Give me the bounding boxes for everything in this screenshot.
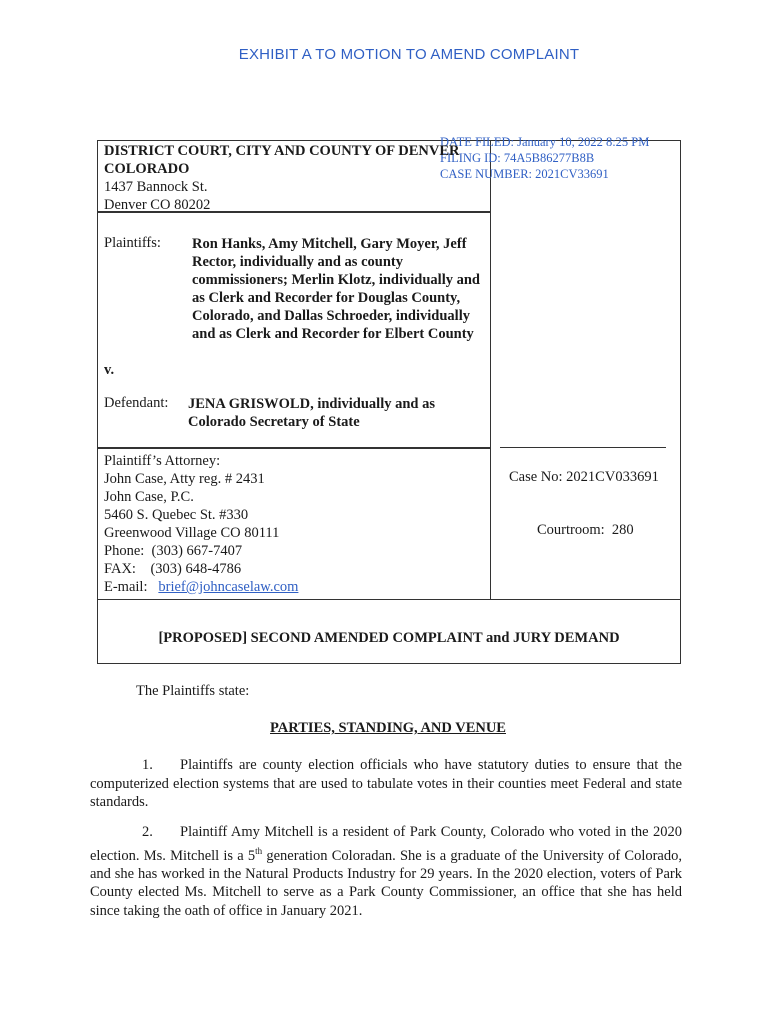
court-name-line1: DISTRICT COURT, CITY AND COUNTY OF DENVER bbox=[104, 143, 460, 159]
attorney-line3: 5460 S. Quebec St. #330 bbox=[104, 507, 249, 523]
attorney-fax: FAX: (303) 648-4786 bbox=[104, 561, 242, 577]
attorney-line2: John Case, P.C. bbox=[104, 489, 194, 505]
paragraph-2 bbox=[90, 823, 682, 920]
caption-divider-vertical bbox=[490, 140, 491, 600]
stamp-date-filed: DATE FILED: January 10, 2022 8:25 PM bbox=[440, 135, 650, 149]
paragraph-2-number: 2. bbox=[142, 824, 153, 840]
court-use-line bbox=[500, 447, 666, 448]
paragraph-2-text-a: Plaintiff Amy Mitchell is a resident of Park County, Colorado who voted in the 2020 election. Ms. Mitchell is a 5 bbox=[90, 824, 682, 864]
paragraph-1-text: Plaintiffs are county election officials who have statutory duties to ensure that the computerized election systems that are used to tabulate votes in their counties meet Federal and state standards. bbox=[90, 757, 682, 810]
attorney-line1: John Case, Atty reg. # 2431 bbox=[104, 471, 265, 487]
attorney-block bbox=[104, 452, 298, 596]
versus: v. bbox=[104, 362, 115, 378]
filing-stamp bbox=[440, 134, 649, 182]
defendant-names: JENA GRISWOLD, individually and as Colorado Secretary of State bbox=[188, 396, 435, 430]
paragraph-2-superscript: th bbox=[255, 845, 263, 856]
section-heading: PARTIES, STANDING, AND VENUE bbox=[270, 720, 506, 736]
intro-text: The Plaintiffs state: bbox=[136, 683, 250, 699]
plaintiffs-names: Ron Hanks, Amy Mitchell, Gary Moyer, Jeff Rector, individually and as county commissioners; Merlin Klotz, individually and as Clerk and Recorder for Douglas County, Colorado, and Dallas Schroeder, individually and as Clerk and Recorder for Elbert County bbox=[192, 236, 480, 342]
attorney-email-label: E-mail: bbox=[104, 579, 148, 595]
court-address2: Denver CO 80202 bbox=[104, 197, 211, 213]
stamp-case-number: CASE NUMBER: 2021CV33691 bbox=[440, 167, 609, 181]
paragraph-2-text-b: generation Coloradan. She is a graduate of the University of Colorado, and she has worked in the Natural Products Industry for 29 years. In the 2020 election, voters of Park County elected Ms. Mitchell to serve as a Park County Commissioner, an office that she has held since taking the oath of office in January 2021. bbox=[90, 847, 682, 919]
document-title: [PROPOSED] SECOND AMENDED COMPLAINT and JURY DEMAND bbox=[158, 630, 620, 646]
paragraph-1 bbox=[90, 756, 682, 812]
case-number: Case No: 2021CV033691 bbox=[509, 469, 659, 485]
attorney-line4: Greenwood Village CO 80111 bbox=[104, 525, 280, 541]
plaintiffs-label: Plaintiffs: bbox=[104, 235, 161, 251]
attorney-email-row bbox=[104, 578, 298, 596]
attorney-phone: Phone: (303) 667-7407 bbox=[104, 543, 243, 559]
court-block bbox=[104, 142, 459, 214]
court-name-line2: COLORADO bbox=[104, 161, 190, 177]
courtroom: Courtroom: 280 bbox=[537, 522, 634, 538]
stamp-filing-id: FILING ID: 74A5B86277B8B bbox=[440, 151, 595, 165]
caption-divider-parties bbox=[97, 447, 490, 449]
attorney-label: Plaintiff’s Attorney: bbox=[104, 453, 221, 469]
caption-divider-title bbox=[97, 599, 681, 600]
defendant-label: Defendant: bbox=[104, 395, 169, 411]
paragraph-1-number: 1. bbox=[142, 757, 153, 773]
attorney-email-link[interactable]: brief@johncaselaw.com bbox=[158, 579, 299, 595]
court-address1: 1437 Bannock St. bbox=[104, 179, 208, 195]
exhibit-header: EXHIBIT A TO MOTION TO AMEND COMPLAINT bbox=[238, 46, 580, 63]
